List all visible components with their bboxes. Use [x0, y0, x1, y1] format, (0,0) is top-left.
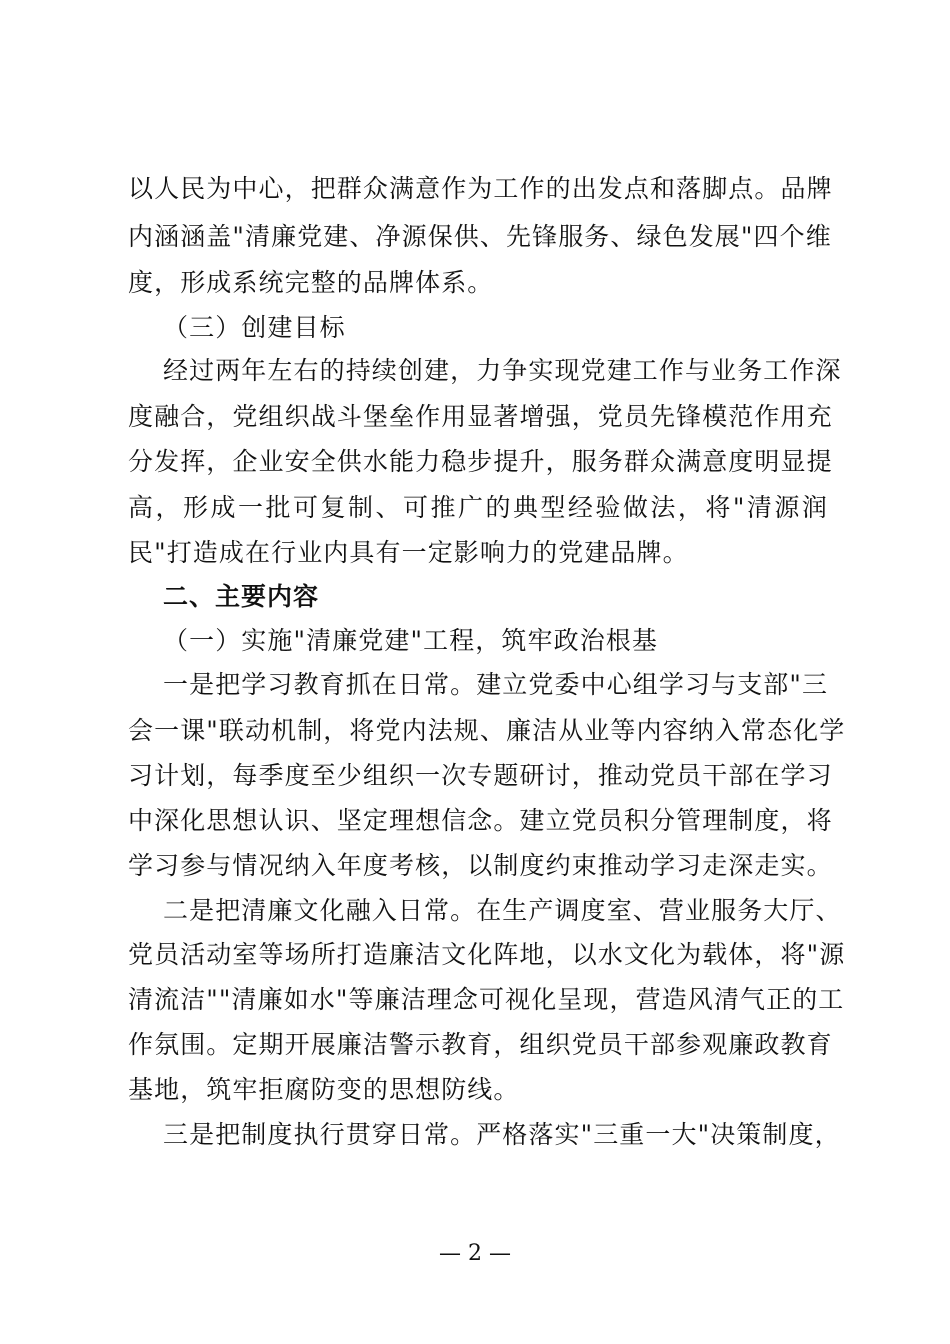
paragraph-line: 三是把制度执行贯穿日常。严格落实"三重一大"决策制度， — [163, 1120, 841, 1149]
paragraph-line: 分发挥，企业安全供水能力稳步提升，服务群众满意度明显提 — [128, 447, 833, 476]
paragraph-line: 民"打造成在行业内具有一定影响力的党建品牌。 — [128, 538, 689, 567]
section-subheading: （一）实施"清廉党建"工程，筑牢政治根基 — [163, 626, 658, 655]
paragraph-line: 度，形成系统完整的品牌体系。 — [128, 268, 494, 297]
paragraph-line: 中深化思想认识、坚定理想信念。建立党员积分管理制度，将 — [128, 806, 833, 835]
paragraph-line: 高，形成一批可复制、可推广的典型经验做法，将"清源润 — [128, 493, 828, 522]
paragraph-line: 学习参与情况纳入年度考核，以制度约束推动学习走深走实。 — [128, 851, 833, 880]
paragraph-line: 度融合，党组织战斗堡垒作用显著增强，党员先锋模范作用充 — [128, 402, 833, 431]
page-number: — 2 — — [439, 1241, 511, 1266]
paragraph-line: 作氛围。定期开展廉洁警示教育，组织党员干部参观廉政教育 — [128, 1030, 833, 1059]
paragraph-line: 二是把清廉文化融入日常。在生产调度室、营业服务大厅、 — [163, 896, 842, 925]
paragraph-line: 党员活动室等场所打造廉洁文化阵地，以水文化为载体，将"源 — [128, 940, 846, 969]
section-heading: 二、主要内容 — [163, 582, 320, 611]
paragraph-line: 以人民为中心，把群众满意作为工作的出发点和落脚点。品牌 — [128, 174, 833, 203]
paragraph-line: 基地，筑牢拒腐防变的思想防线。 — [128, 1075, 520, 1104]
paragraph-line: 一是把学习教育抓在日常。建立党委中心组学习与支部"三 — [163, 670, 829, 699]
paragraph-line: 经过两年左右的持续创建，力争实现党建工作与业务工作深 — [163, 356, 842, 385]
section-subheading: （三）创建目标 — [163, 313, 346, 342]
paragraph-line: 习计划，每季度至少组织一次专题研讨，推动党员干部在学习 — [128, 761, 833, 790]
paragraph-line: 内涵涵盖"清廉党建、净源保供、先锋服务、绿色发展"四个维 — [128, 222, 832, 251]
paragraph-line: 会一课"联动机制，将党内法规、廉洁从业等内容纳入常态化学 — [128, 716, 846, 745]
paragraph-line: 清流洁""清廉如水"等廉洁理念可视化呈现，营造风清气正的工 — [128, 985, 845, 1014]
